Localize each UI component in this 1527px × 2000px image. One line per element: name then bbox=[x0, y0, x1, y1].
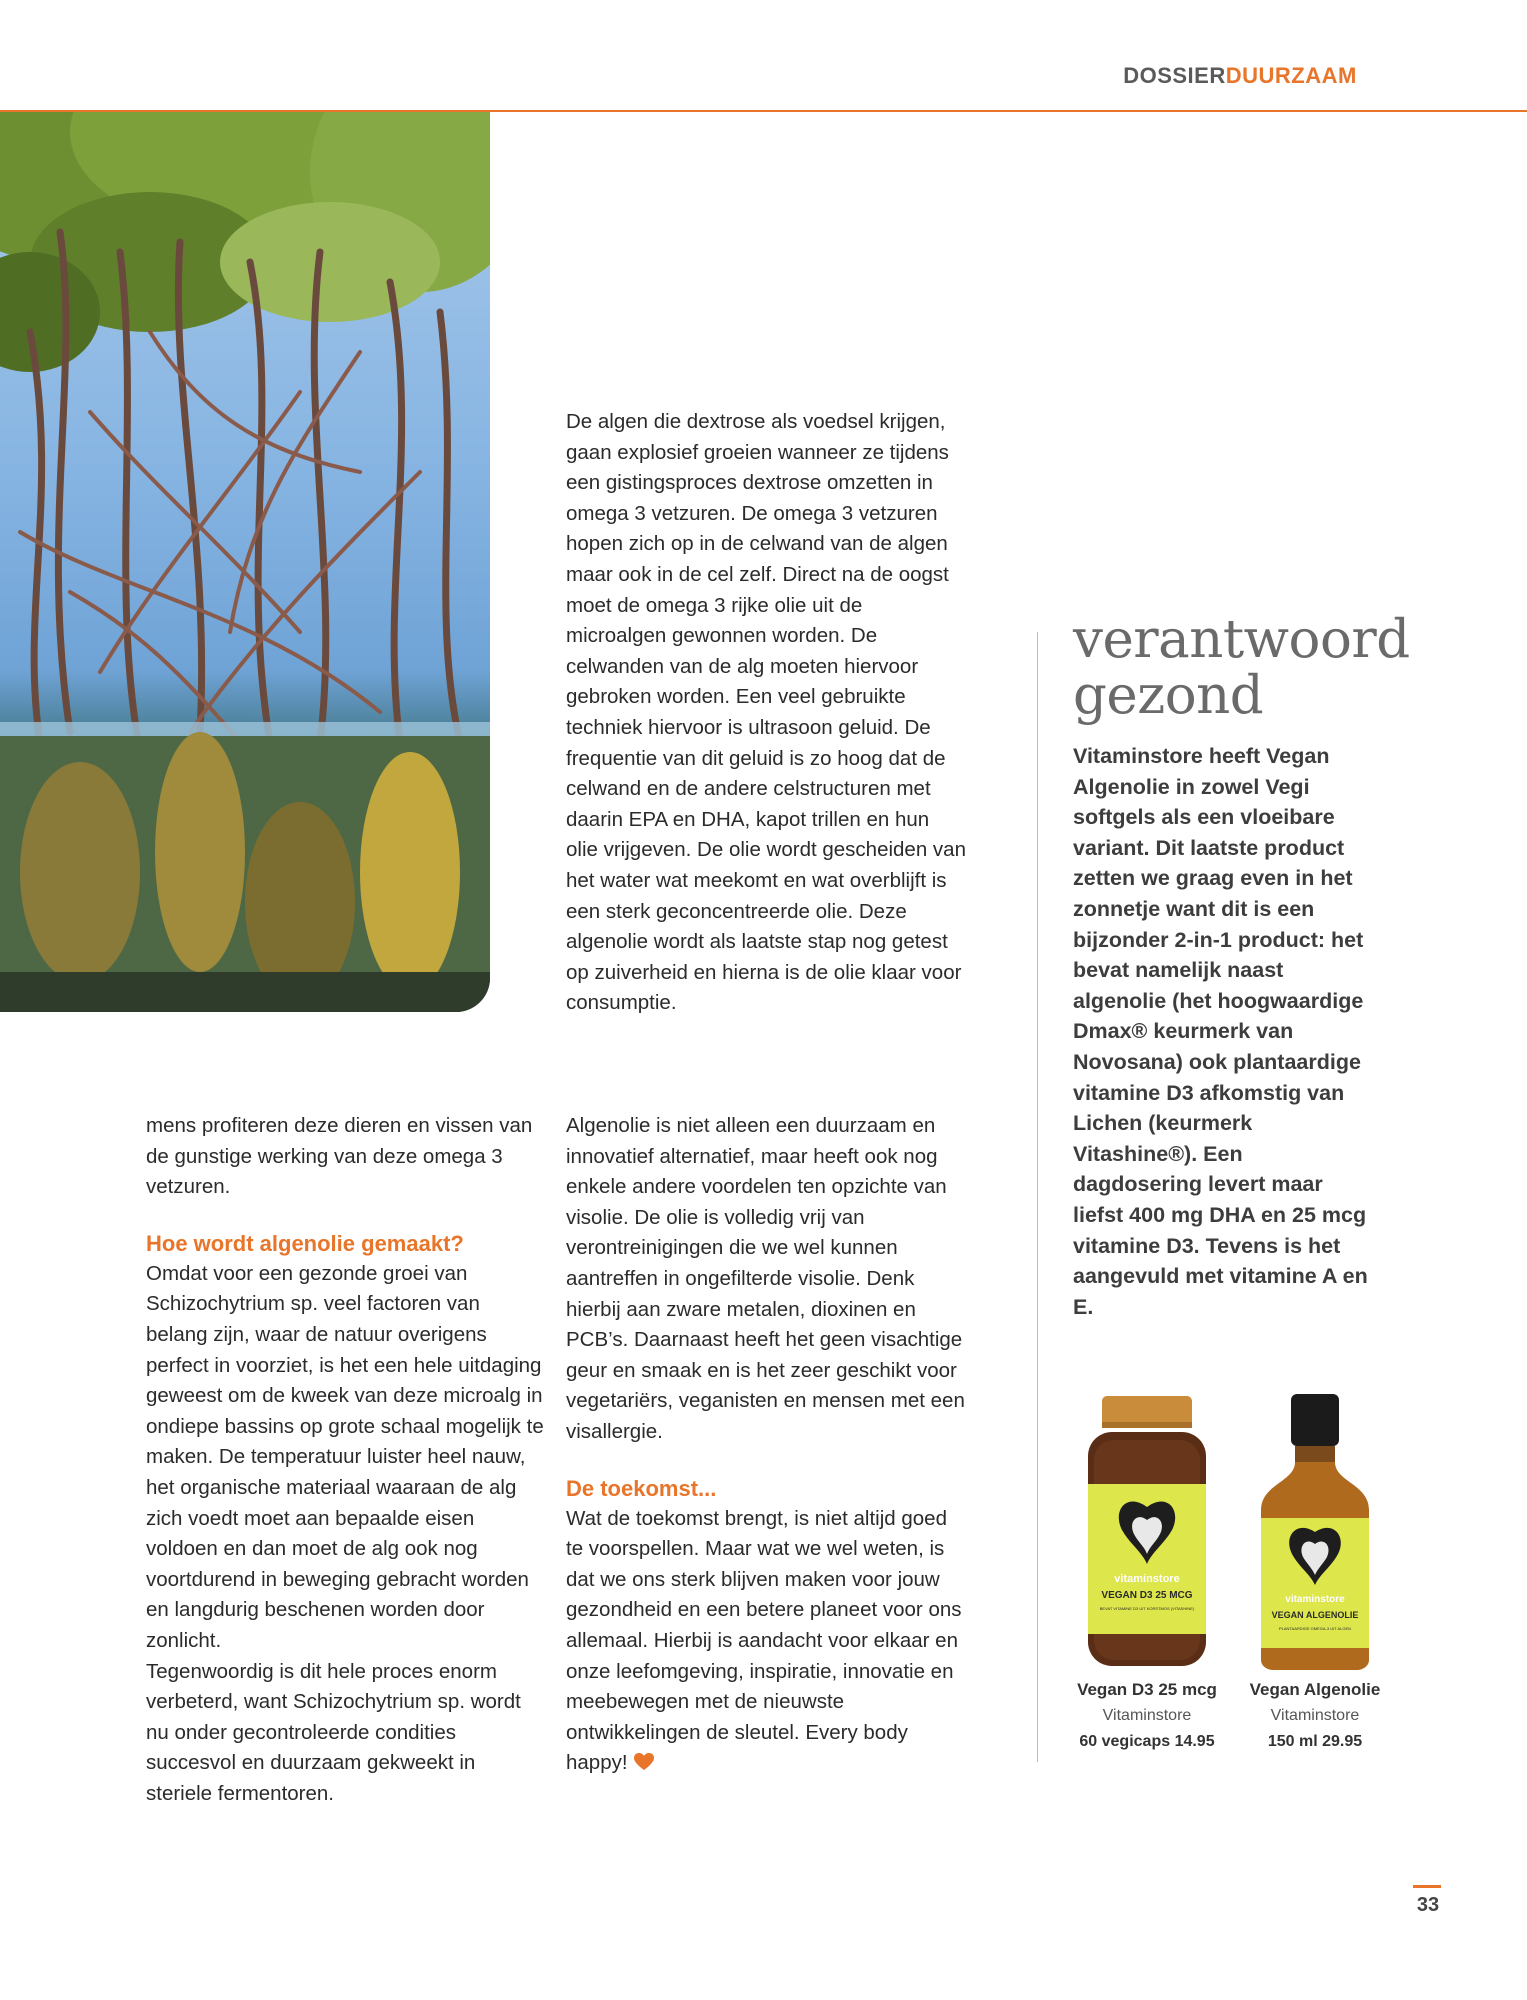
article-paragraph-closing bbox=[566, 1504, 966, 1779]
section-heading-future: De toekomst... bbox=[566, 1475, 717, 1501]
oil-bottle-icon bbox=[1255, 1392, 1375, 1672]
product-price: 150 ml 29.95 bbox=[1267, 1733, 1363, 1750]
jar-label-sub: BEVAT VITAMINE D3 UIT KORSTMOS (VITASHINE) bbox=[1099, 1606, 1195, 1611]
article-paragraph: Algenolie is niet alleen een duurzaam en innovatief alternatief, maar heeft ook nog enkele andere voordelen ten opzichte van visolie. De olie is volledig vrij van verontreinigingen die we wel kunnen aantreffen in ongefilterde visolie. Denk hierbij aan zware metalen, dioxinen en PCB’s. Daarnaast heeft het geen visachtige geur en smaak en is het zeer geschikt voor vegetariërs, veganisten en mensen met een visallergie. bbox=[566, 1114, 965, 1443]
article-paragraph-intro: mens profiteren deze dieren en vissen van de gunstige werking van deze omega 3 vetzuren. bbox=[146, 1114, 533, 1199]
article-paragraph: Omdat voor een gezonde groei van Schizochytrium sp. veel factoren van belang zijn, waar de natuur overigens perfect in voorziet, is het een hele uitdaging geweest om de kweek van deze microalg in ondiepe bassins op grote schaal mogelijk te maken. De temperatuur luister heel nauw, het organische materiaal waaraan de alg zich voedt moet aan bepaalde eisen voldoen en dan moet de alg ook nog voortdurend in beweging gebracht worden en langdurig beschenen worden door zonlicht. bbox=[146, 1261, 544, 1652]
closing-text: Wat de toekomst brengt, is niet altijd goed te voorspellen. Maar wat we wel weten, is dat we ons sterk blijven maken voor jouw gezondheid en een betere planeet voor ons allemaal. Hierbij is aandacht voor elkaar en onze leefomgeving, inspiratie, innovatie en meebewegen met de nieuwste ontwikkelingen de sleutel. Every body happy! bbox=[566, 1506, 962, 1775]
section-label-prefix: DOSSIER bbox=[1123, 63, 1226, 88]
product-name: Vegan Algenolie bbox=[1249, 1680, 1381, 1699]
article-paragraph: Tegenwoordig is dit hele proces enorm verbeterd, want Schizochytrium sp. wordt nu onder gecontroleerde condities succesvol en duurzaam gekweekt in steriele fermentoren. bbox=[146, 1659, 521, 1805]
sidebar-title: verantwoord gezond bbox=[1073, 609, 1410, 726]
section-label-suffix: DUURZAAM bbox=[1225, 63, 1357, 88]
product-price: 60 vegicaps 14.95 bbox=[1079, 1733, 1215, 1750]
bottle-label-brand: vitaminstore bbox=[1285, 1594, 1345, 1605]
product-brand: Vitaminstore bbox=[1270, 1707, 1360, 1724]
section-heading-production: Hoe wordt algenolie gemaakt? bbox=[146, 1230, 464, 1256]
mangrove-illustration bbox=[0, 112, 490, 1012]
product-brand: Vitaminstore bbox=[1102, 1707, 1192, 1724]
product-vegan-algenolie bbox=[1237, 1392, 1393, 1672]
capsule-jar-icon bbox=[1082, 1392, 1212, 1672]
sidebar-divider bbox=[1037, 632, 1038, 1762]
article-paragraph: De algen die dextrose als voedsel krijgen, gaan explosief groeien wanneer ze tijdens een gistingsproces dextrose omzetten in omega 3 vetzuren. De omega 3 vetzuren hopen zich op in de celwand van de algen maar ook in de cel zelf. Direct na de oogst moet de omega 3 rijke olie uit de microalgen gewonnen worden. De celwanden van de alg moeten hiervoor gebroken worden. Een veel gebruikte techniek hiervoor is ultrasoon geluid. De frequentie van dit geluid is zo hoog dat de celwand en de andere celstructuren met daarin EPA en DHA, kapot trillen en hun olie vrijgeven. De olie wordt gescheiden van het water wat meekomt en wat overblijft is een sterk geconcentreerde olie. Deze algenolie wordt als laatste stap nog getest op zuiverheid en hierna is de olie klaar voor consumptie. bbox=[566, 410, 966, 1015]
sidebar-text: Vitaminstore heeft Vegan Algenolie in zowel Vegi softgels als een vloeibare variant. Dit laatste product zetten we graag even in het zonnetje want dit is een bijzonder 2-in-1 product: het bevat namelijk naast algenolie (het hoogwaardige Dmax® keurmerk van Novosana) ook plantaardige vitamine D3 afkomstig van Lichen (keurmerk Vitashine®). Een dagdosering levert maar liefst 400 mg DHA en 25 mcg vitamine D3. Tevens is het aangevuld met vitamine A en E. bbox=[1073, 744, 1368, 1319]
article-column-right-top bbox=[566, 407, 966, 1019]
article-column-right-bottom bbox=[566, 1111, 966, 1779]
jar-label-product: VEGAN D3 25 MCG bbox=[1101, 1590, 1193, 1601]
heart-icon bbox=[634, 1753, 654, 1771]
page-number-rule bbox=[1413, 1885, 1441, 1888]
bottle-label-product: VEGAN ALGENOLIE bbox=[1271, 1610, 1359, 1620]
section-label bbox=[1100, 63, 1380, 89]
product-name: Vegan D3 25 mcg bbox=[1077, 1680, 1217, 1699]
article-column-left bbox=[146, 1111, 546, 1809]
jar-label-brand: vitaminstore bbox=[1114, 1573, 1180, 1585]
product-caption-vegan-algenolie bbox=[1237, 1677, 1393, 1755]
product-vegan-d3 bbox=[1067, 1392, 1227, 1672]
product-caption-vegan-d3 bbox=[1067, 1677, 1227, 1755]
bottle-label-sub: PLANTAARDIGE OMEGA-3 UIT ALGEN bbox=[1278, 1626, 1352, 1631]
page-number: 33 bbox=[1416, 1894, 1440, 1916]
mangrove-photo bbox=[0, 112, 490, 1012]
